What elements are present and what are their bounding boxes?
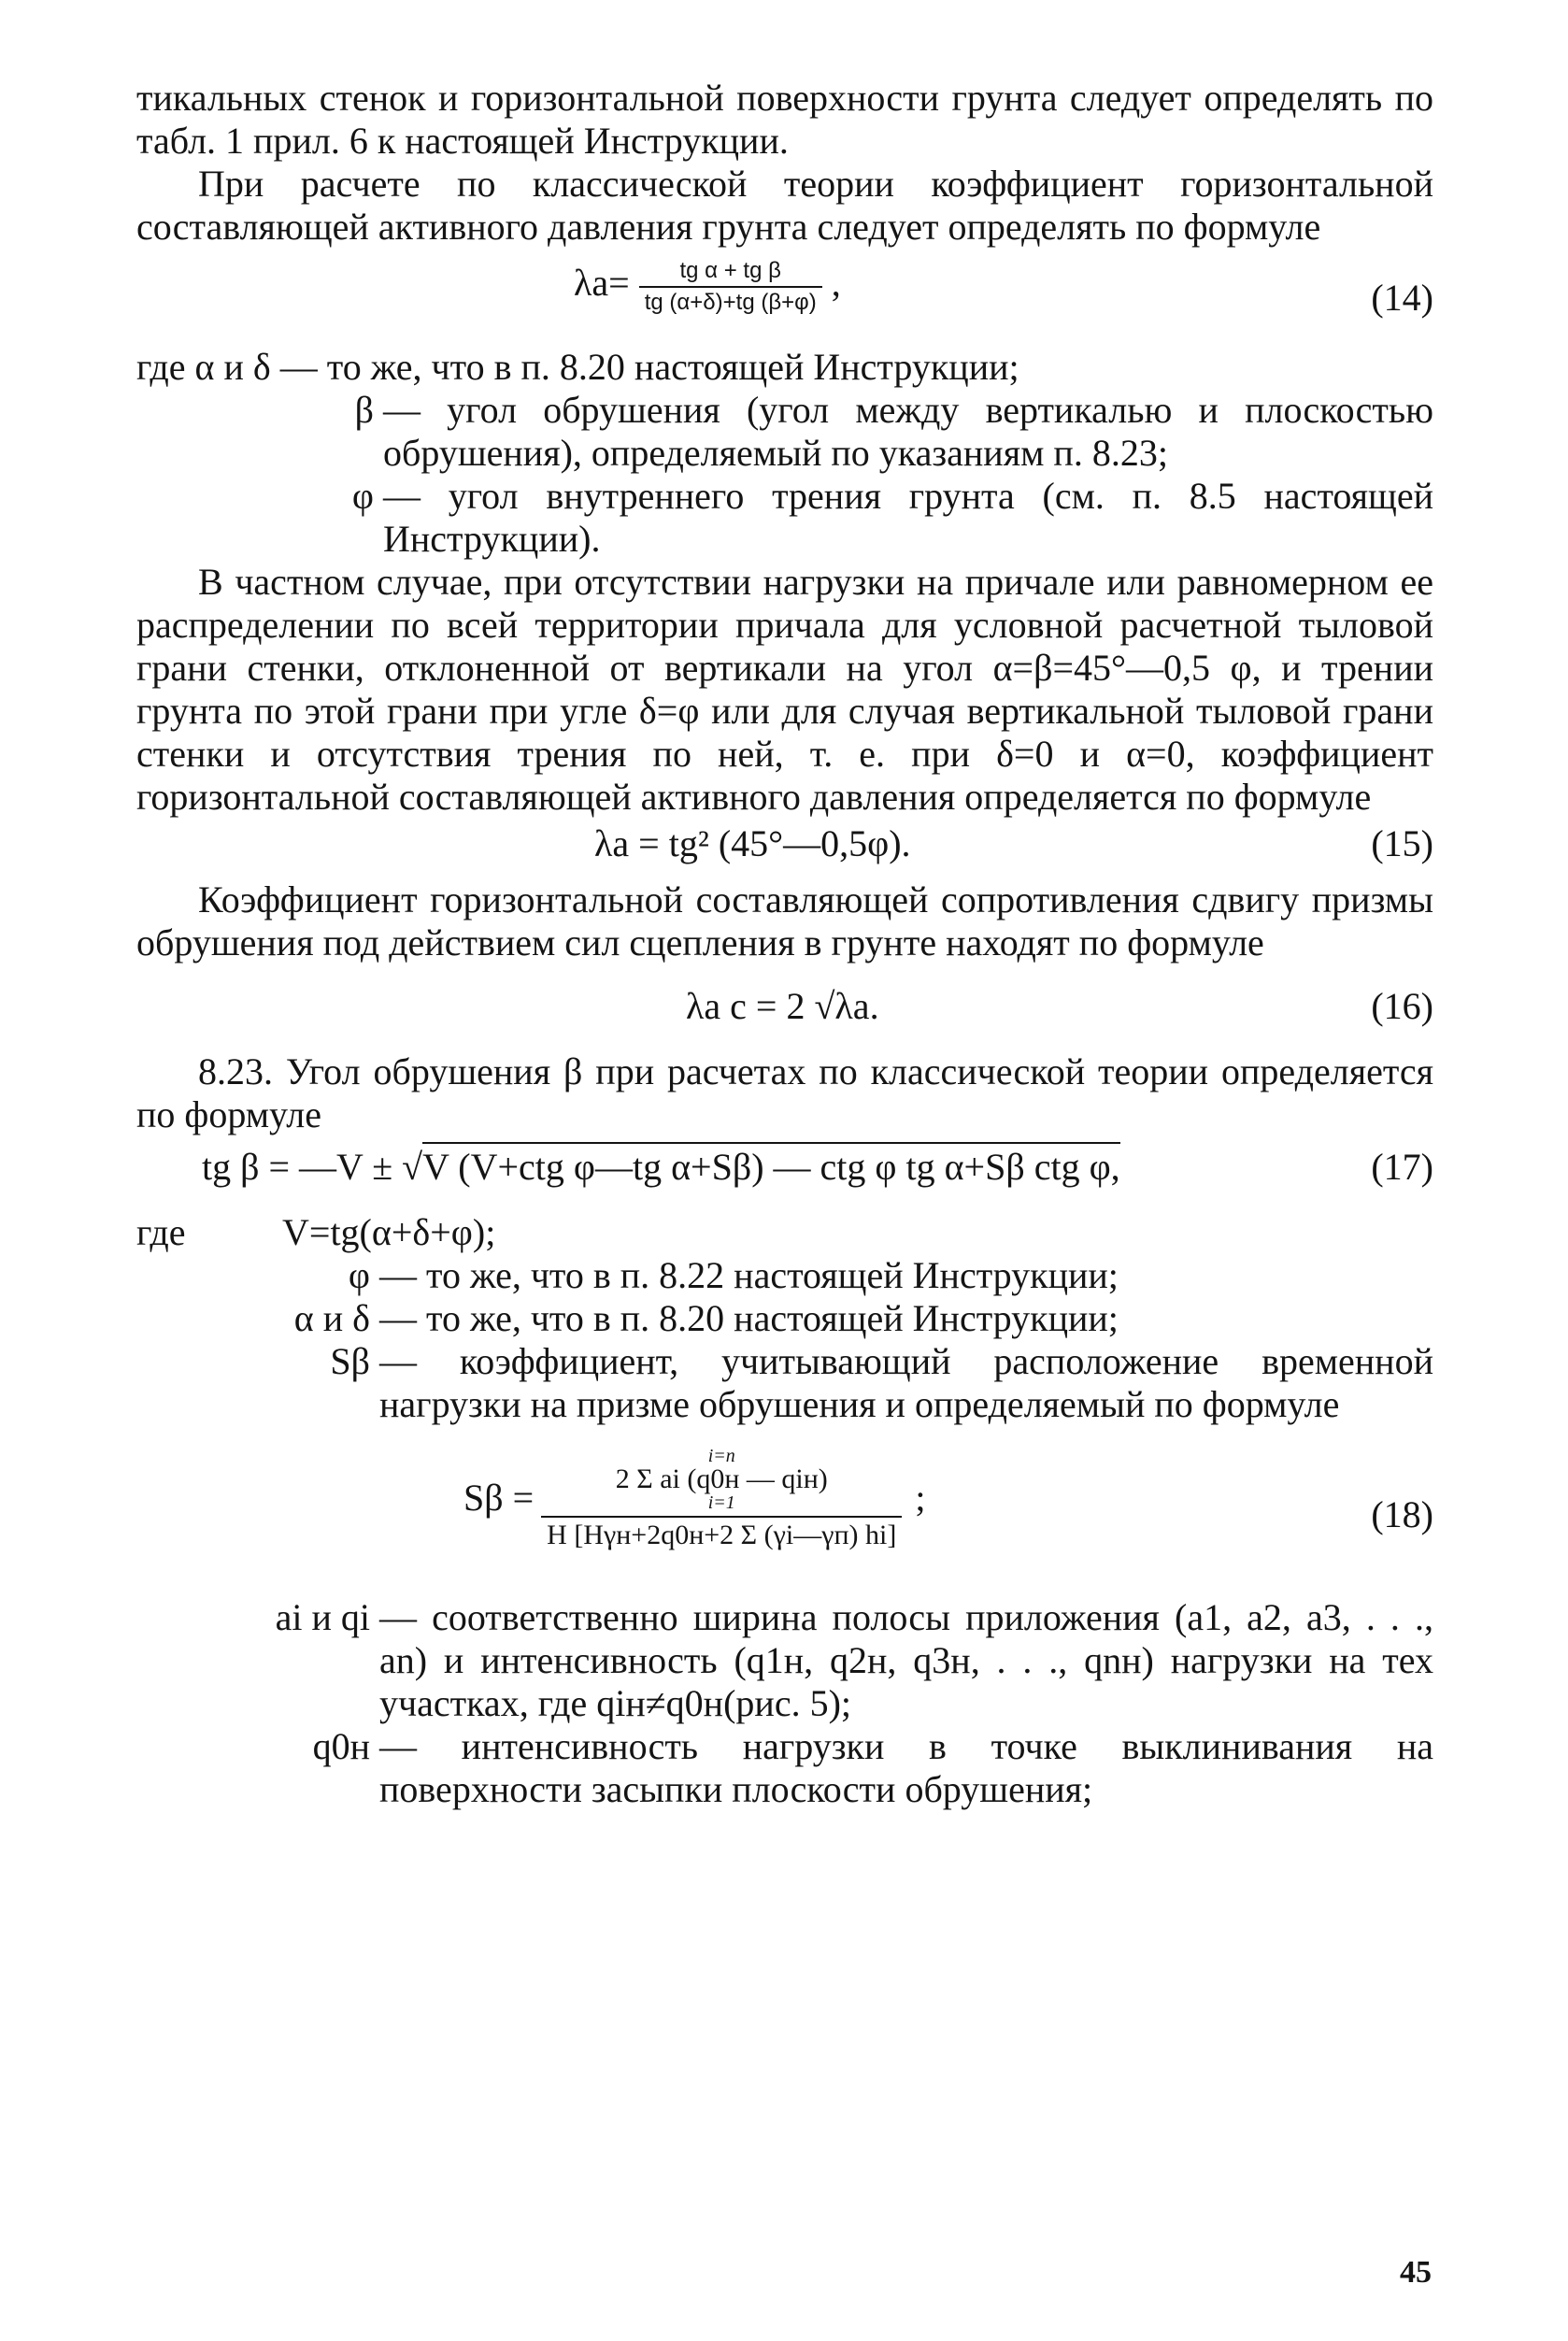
formula-18-lhs: Sβ =	[463, 1477, 535, 1519]
definitions-17	[136, 1211, 1433, 1426]
definition-row	[136, 1211, 1433, 1254]
formula-15-number: (15)	[1371, 822, 1433, 864]
definition-text: — то же, что в п. 8.20 настоящей Инструкции;	[279, 346, 1019, 388]
formula-14-denominator: tg (α+δ)+tg (β+φ)	[639, 286, 822, 314]
definition-row	[136, 1254, 1433, 1297]
definition-row	[136, 1725, 1433, 1811]
definition-symbol: β	[354, 389, 374, 431]
formula-18-number: (18)	[1371, 1493, 1433, 1535]
formula-18	[136, 1435, 1433, 1596]
formula-17-number: (17)	[1371, 1146, 1433, 1188]
definitions-18	[136, 1596, 1433, 1811]
formula-16	[136, 972, 1433, 1050]
paragraph-cohesion: Коэффициент горизонтальной составляющей сопротивления сдвигу призмы обрушения под действием сил сцепления в грунте находят по формуле	[136, 878, 1433, 964]
definition-symbol: q0н	[312, 1725, 370, 1767]
formula-16-body: λa c = 2 √λa.	[686, 985, 879, 1027]
definitions-14	[136, 346, 1433, 561]
formula-15	[136, 822, 1433, 878]
formula-18-sum-top: i=n	[707, 1446, 735, 1466]
page-number: 45	[1400, 2255, 1432, 2290]
definition-text: V=tg(α+δ+φ);	[282, 1211, 496, 1253]
formula-14-lhs: λa=	[574, 262, 630, 305]
definition-text: — то же, что в п. 8.22 настоящей Инструкции;	[379, 1254, 1119, 1296]
definition-row	[136, 1297, 1433, 1340]
formula-17-prefix: tg β = —V ± √	[202, 1146, 423, 1188]
formula-18-denominator: H [Hγн+2q0н+2 Σ (γi—γп) hi]	[541, 1516, 902, 1549]
definition-symbol: φ	[348, 1254, 370, 1296]
formula-18-body	[463, 1447, 925, 1549]
formula-14-tail: ,	[831, 262, 841, 305]
definition-symbol: где α и δ	[136, 346, 271, 388]
definition-row	[136, 475, 1433, 561]
paragraph-section-8-23: 8.23. Угол обрушения β при расчетах по классической теории определяется по формуле	[136, 1050, 1433, 1135]
formula-14-number: (14)	[1371, 277, 1433, 319]
formula-14-body	[574, 260, 841, 314]
paragraph-continuation: тикальных стенок и горизонтальной поверхности грунта следует определять по табл. 1 прил. 6 к настоящей Инструкции.	[136, 77, 1433, 162]
definition-text: — соответственно ширина полосы приложения (a1, a2, a3, . . ., an) и интенсивность (q1н, q2н, q3н, . . ., qnн) нагрузки на тех участках, где qiн≠q0н(рис. 5);	[379, 1596, 1433, 1724]
formula-18-sum-bottom: i=1	[707, 1492, 735, 1513]
definition-row	[136, 346, 1433, 389]
paragraph-classical-theory: При расчете по классической теории коэффициент горизонтальной составляющей активного давления грунта следует определять по формуле	[136, 163, 1433, 248]
definition-row	[136, 1340, 1433, 1426]
definition-symbol: Sβ	[330, 1340, 370, 1382]
definition-text: — то же, что в п. 8.20 настоящей Инструкции;	[379, 1297, 1119, 1339]
definition-text: — интенсивность нагрузки в точке выклинивания на поверхности засыпки плоскости обрушения;	[379, 1725, 1433, 1810]
text-column	[136, 77, 1433, 1811]
formula-15-body: λa = tg² (45°—0,5φ).	[594, 822, 911, 864]
definition-text: — угол обрушения (угол между вертикалью и плоскостью обрушения), определяемый по указаниям п. 8.23;	[383, 389, 1433, 474]
formula-16-number: (16)	[1371, 985, 1433, 1027]
formula-14-fraction	[639, 260, 822, 314]
definition-row	[136, 1596, 1433, 1725]
formula-17-radicand: V (V+ctg φ—tg α+Sβ) — ctg φ tg α+Sβ ctg φ,	[422, 1142, 1120, 1188]
definition-text: — угол внутреннего трения грунта (см. п. 8.5 настоящей Инструкции).	[383, 475, 1433, 560]
formula-14	[136, 260, 1433, 346]
definition-symbol: ai и qi	[275, 1596, 370, 1638]
definition-text: — коэффициент, учитывающий расположение временной нагрузки на призме обрушения и определяемый по формуле	[379, 1340, 1433, 1425]
definition-symbol: φ	[351, 475, 374, 517]
definition-symbol: где	[136, 1211, 186, 1253]
formula-18-numerator: 2 Σ ai (q0н — qiн)	[615, 1463, 828, 1494]
definition-symbol: α и δ	[293, 1297, 370, 1339]
formula-18-tail: ;	[915, 1477, 926, 1519]
formula-17	[136, 1146, 1433, 1211]
formula-14-numerator: tg α + tg β	[679, 258, 781, 283]
formula-17-body	[202, 1146, 1120, 1189]
paragraph-special-case: В частном случае, при отсутствии нагрузки на причале или равномерном ее распределении по всей территории причала для условной расчетной тыловой грани стенки, отклоненной от вертикали на угол α=β=45°—0,5 φ, и трении грунта по этой грани при угле δ=φ или для случая вертикальной тыловой грани стенки и отсутствия трения по ней, т. е. при δ=0 и α=0, коэффициент горизонтальной составляющей активного давления определяется по формуле	[136, 561, 1433, 818]
definition-row	[136, 389, 1433, 475]
formula-18-fraction	[541, 1447, 902, 1549]
